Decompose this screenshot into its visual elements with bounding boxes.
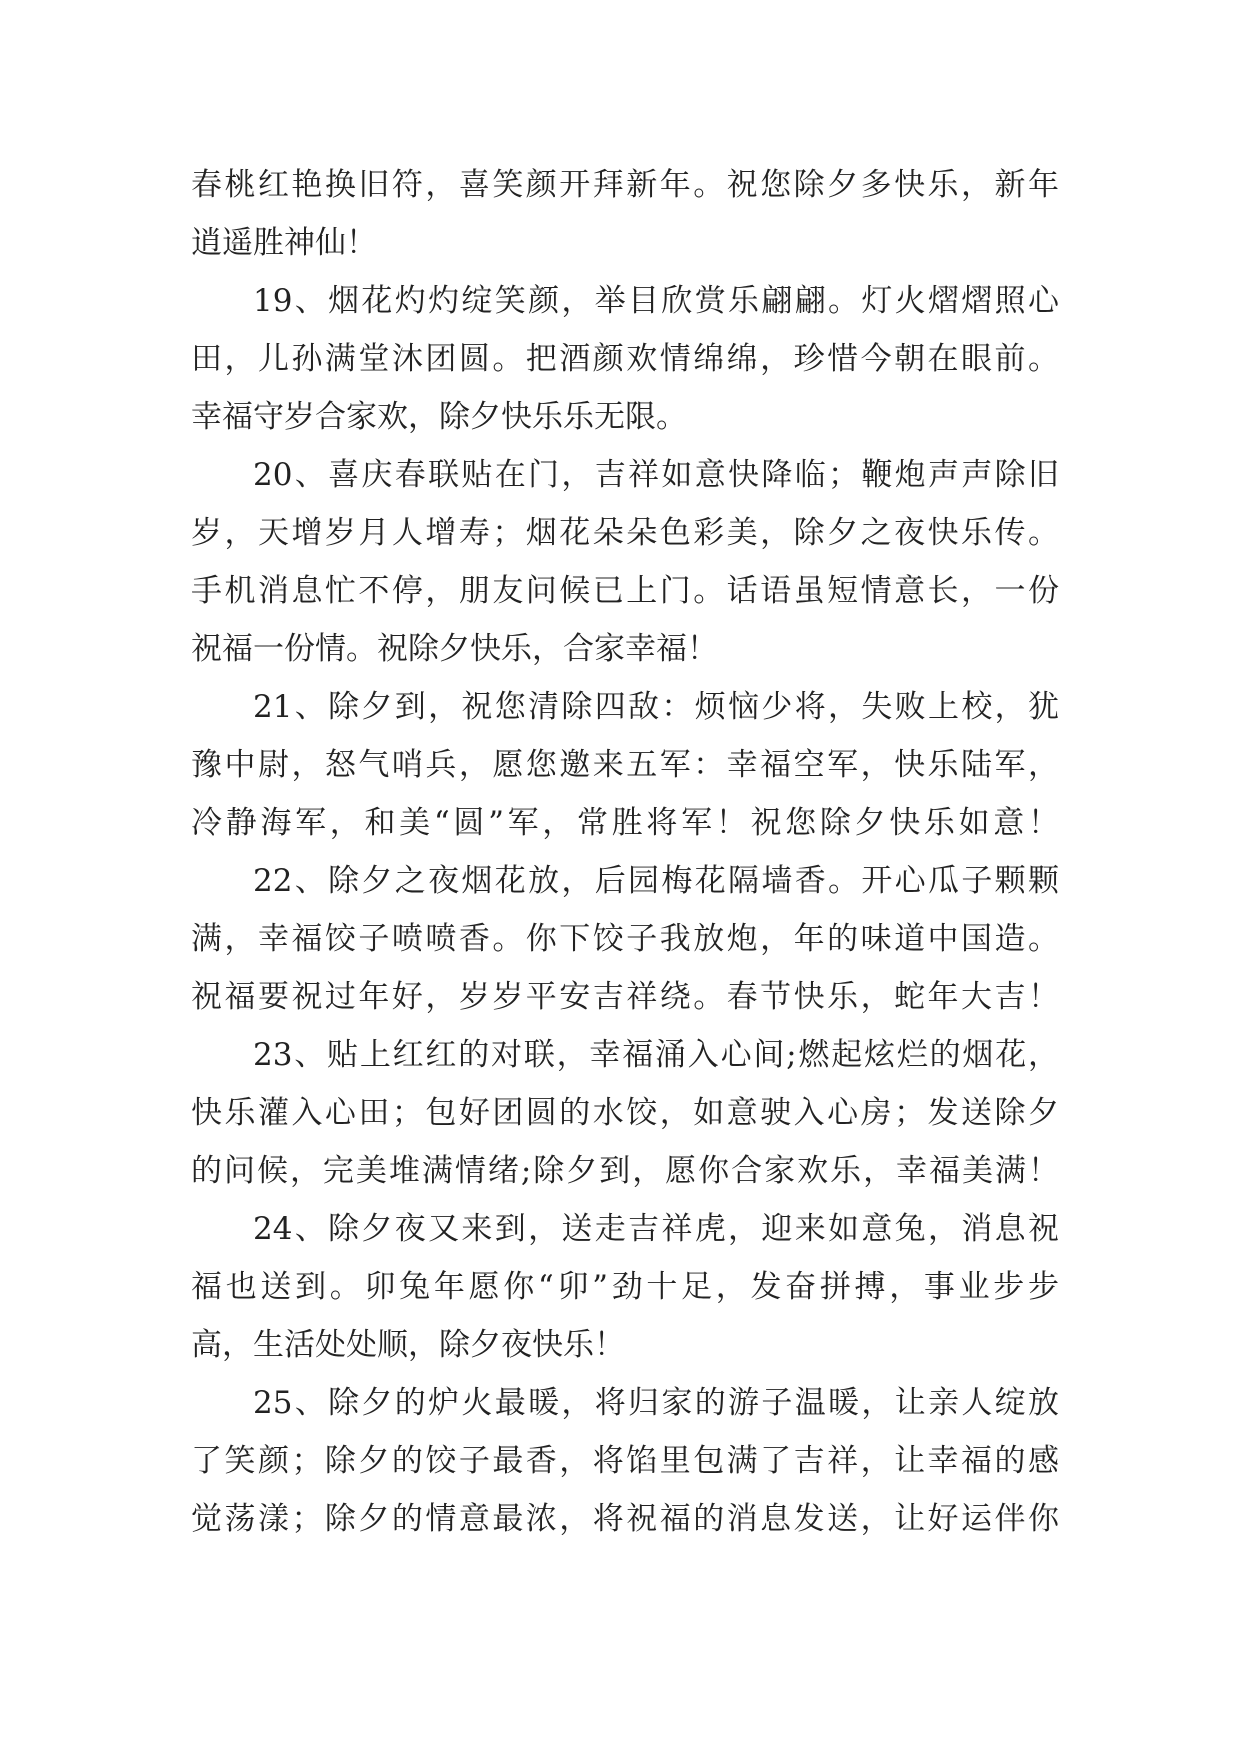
- paragraph-20-start: 20、喜庆春联贴在门，吉祥如意快降临；鞭炮声声除旧: [253, 457, 1059, 493]
- text-line: 的问候，完美堆满情绪;除夕到，愿你合家欢乐，幸福美满！: [191, 1153, 1059, 1189]
- text-line: 豫中尉，怒气哨兵，愿您邀来五军：幸福空军，快乐陆军，: [191, 747, 1059, 783]
- text-line: 春桃红艳换旧符，喜笑颜开拜新年。祝您除夕多快乐，新年: [191, 167, 1059, 203]
- text-line: 手机消息忙不停，朋友问候已上门。话语虽短情意长，一份: [191, 573, 1059, 609]
- text-line: 冷静海军，和美“圆”军，常胜将军！祝您除夕快乐如意！: [191, 805, 1059, 841]
- text-line: 逍遥胜神仙！: [191, 225, 377, 261]
- paragraph-22-start: 22、除夕之夜烟花放，后园梅花隔墙香。开心瓜子颗颗: [253, 863, 1059, 899]
- document-body: [191, 156, 1059, 1548]
- text-line: 岁，天增岁月人增寿；烟花朵朵色彩美，除夕之夜快乐传。: [191, 515, 1059, 551]
- text-line: 觉荡漾；除夕的情意最浓，将祝福的消息发送，让好运伴你: [191, 1501, 1059, 1537]
- text-line: 快乐灌入心田；包好团圆的水饺，如意驶入心房；发送除夕: [191, 1095, 1059, 1131]
- text-line: 祝福要祝过年好，岁岁平安吉祥绕。春节快乐，蛇年大吉！: [191, 979, 1059, 1015]
- text-line: 高，生活处处顺，除夕夜快乐！: [191, 1327, 625, 1363]
- paragraph-25-start: 25、除夕的炉火最暖，将归家的游子温暖，让亲人绽放: [253, 1385, 1059, 1421]
- paragraph-21-start: 21、除夕到，祝您清除四敌：烦恼少将，失败上校，犹: [253, 689, 1059, 725]
- text-line: 幸福守岁合家欢，除夕快乐乐无限。: [191, 399, 687, 435]
- text-line: 满，幸福饺子喷喷香。你下饺子我放炮，年的味道中国造。: [191, 921, 1059, 957]
- text-line: 福也送到。卯兔年愿你“卯”劲十足，发奋拼搏，事业步步: [191, 1269, 1059, 1305]
- paragraph-19-start: 19、烟花灼灼绽笑颜，举目欣赏乐翩翩。灯火熠熠照心: [253, 283, 1059, 319]
- text-line: 田，儿孙满堂沐团圆。把酒颜欢情绵绵，珍惜今朝在眼前。: [191, 341, 1059, 377]
- paragraph-23-start: 23、贴上红红的对联，幸福涌入心间;燃起炫烂的烟花，: [253, 1037, 1059, 1073]
- text-line: 祝福一份情。祝除夕快乐，合家幸福！: [191, 631, 718, 667]
- text-line: 了笑颜；除夕的饺子最香，将馅里包满了吉祥，让幸福的感: [191, 1443, 1059, 1479]
- paragraph-24-start: 24、除夕夜又来到，送走吉祥虎，迎来如意兔，消息祝: [253, 1211, 1059, 1247]
